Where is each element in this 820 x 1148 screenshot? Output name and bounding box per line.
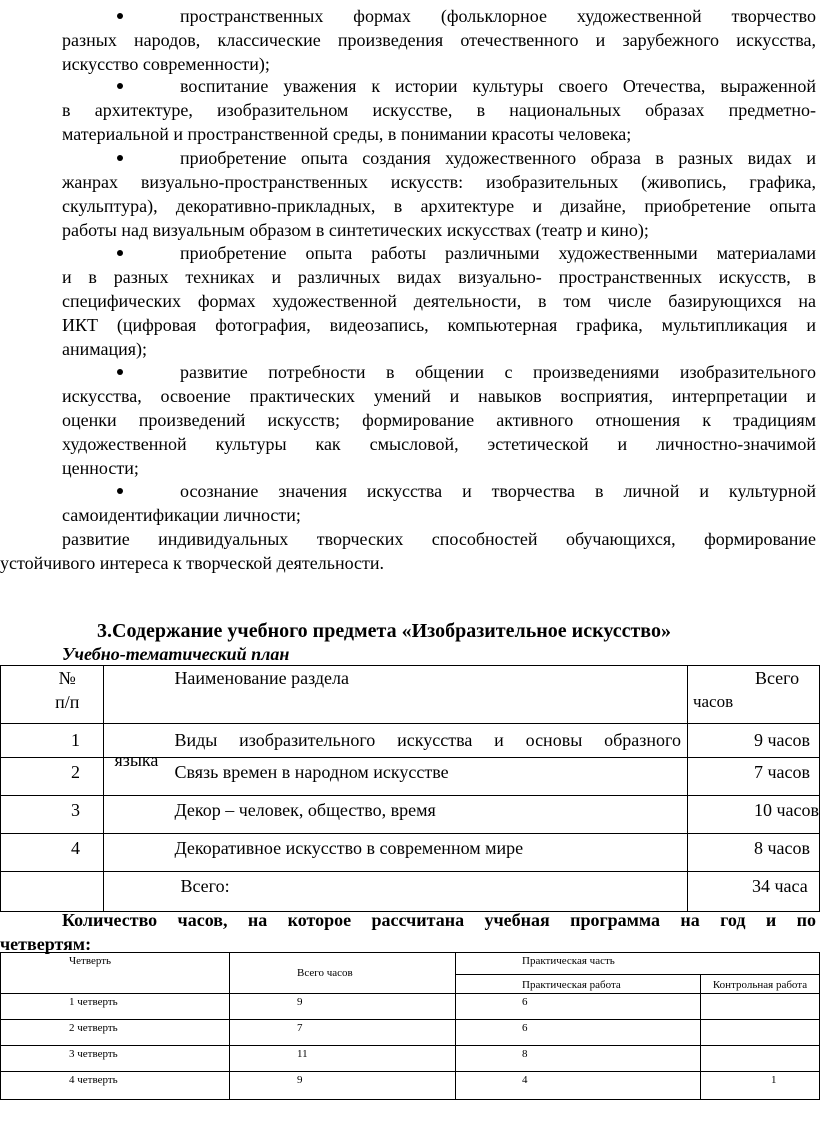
bullet-line: искусство современности); (62, 54, 270, 74)
bullet-line: ИКТ (цифровая фотография, видеозапись, компьютерная графика, мультипликация и (62, 315, 816, 335)
table-cell (104, 796, 688, 834)
bullet-line: самоидентификации личности; (62, 505, 301, 525)
bullet-line: материальной и пространственной среды, в понимании красоты человека; (62, 124, 632, 144)
table-cell (701, 994, 820, 1020)
table-cell: 6 (456, 994, 701, 1020)
bullet-line: анимация); (62, 339, 148, 359)
table-cell (687, 796, 819, 834)
table-cell (1, 834, 104, 872)
table-row (1, 724, 820, 758)
table-cell (687, 758, 819, 796)
table-total-row (1, 872, 820, 912)
table-cell (1, 796, 104, 834)
section-title: 3.Содержание учебного предмета «Изобразительное искусство» (97, 620, 671, 642)
header-name: Наименование раздела (174, 668, 349, 688)
bullet-line: работы над визуальным образом в синтетических искусствах (театр и кино); (62, 220, 649, 240)
table-header-cell: Практическая работа (456, 975, 701, 994)
row-name-cut: языка (114, 750, 159, 770)
table-cell (687, 724, 819, 758)
row-name: Связь времен в народном искусстве (174, 762, 449, 782)
table-cell (687, 872, 819, 912)
row-num: 3 (71, 800, 80, 820)
table-cell (1, 724, 104, 758)
bullet-line: приобретение опыта создания художественного образа в разных видах и (180, 148, 816, 168)
bullet-line: развитие потребности в общении с произведениями изобразительного (180, 362, 816, 382)
table-cell: 7 (230, 1020, 456, 1046)
table-header-cell: Четверть (1, 953, 230, 994)
bullet-icon (117, 369, 123, 375)
table-cell: 9 (230, 1072, 456, 1100)
bullet-icon (117, 155, 123, 161)
table-cell: 2 четверть (1, 1020, 230, 1046)
total-hours: 34 часа (751, 876, 808, 896)
bullet-line: оценки произведений искусств; формирование активного отношения к традициям (62, 410, 816, 430)
table-header-cell (104, 666, 688, 724)
table-cell: 11 (230, 1046, 456, 1072)
row-name: Декоративное искусство в современном мире (174, 838, 524, 858)
row-num: 4 (71, 838, 80, 858)
table-cell (104, 872, 688, 912)
table-cell: 4 четверть (1, 1072, 230, 1100)
table-row (1, 796, 820, 834)
row-name: Виды изобразительного искусства и основы образного (174, 730, 681, 750)
thematic-plan-table (0, 665, 820, 912)
quarters-heading-line: Количество часов, на которое рассчитана учебная программа на год и по (62, 910, 816, 930)
bullet-line: и в разных техниках и различных видах визуально- пространственных искусств, в (62, 267, 816, 287)
bullet-line: скульптура), декоративно-прикладных, в архитектуре и дизайне, приобретение опыта (62, 196, 816, 216)
table-cell: 1 (701, 1072, 820, 1100)
closing-paragraph-line: устойчивого интереса к творческой деятельности. (0, 553, 385, 573)
table-cell: 6 (456, 1020, 701, 1046)
table-header-cell (687, 666, 819, 724)
bullet-line: разных народов, классические произведения отечественного и зарубежного искусства, (62, 30, 816, 50)
table-cell: 3 четверть (1, 1046, 230, 1072)
bullet-line: приобретение опыта работы различными художественными материалами (180, 243, 816, 263)
table-cell (1, 872, 104, 912)
table-cell (104, 724, 688, 770)
bullet-icon (117, 13, 123, 19)
table-header-cell: Контрольная работа (701, 975, 820, 994)
table-header-row (1, 666, 820, 724)
quarters-table (0, 952, 820, 1100)
table-cell (701, 1020, 820, 1046)
bullet-line: искусства, освоение практических умений и навыков восприятия, интерпретации и (62, 386, 816, 406)
table-row (1, 994, 820, 1020)
row-hours: 8 часов (753, 838, 810, 858)
bullet-line: осознание значения искусства и творчества в личной и культурной (180, 481, 816, 501)
row-hours: 7 часов (753, 762, 810, 782)
row-name: Декор – человек, общество, время (174, 800, 436, 820)
table-header-cell: Всего часов (230, 953, 456, 994)
row-num: 1 (71, 730, 80, 750)
table-row (1, 834, 820, 872)
table-row (1, 1072, 820, 1100)
section-subtitle: Учебно-тематический план (62, 644, 290, 664)
total-label: Всего: (180, 876, 230, 896)
table-header-cell (1, 666, 104, 724)
header-num: п/п (55, 692, 80, 712)
bullet-line: специфических формах художественной деятельности, в том числе базирующихся на (62, 291, 816, 311)
table-cell: 4 (456, 1072, 701, 1100)
table-cell (701, 1046, 820, 1072)
header-hours: часов (692, 692, 734, 711)
bullet-icon (117, 250, 123, 256)
bullet-line: в архитектуре, изобразительном искусстве, в национальных образах предметно- (62, 100, 816, 120)
bullet-line: жанрах визуально-пространственных искусств: изобразительных (живопись, графика, (62, 172, 816, 192)
table-cell (104, 834, 688, 872)
table-cell: 1 четверть (1, 994, 230, 1020)
bullet-line: художественной культуры как смысловой, эстетической и личностно-значимой (62, 434, 816, 454)
bullet-icon (117, 83, 123, 89)
table-header-row (1, 953, 820, 975)
row-hours: 9 часов (753, 730, 810, 750)
table-header-cell: Практическая часть (456, 953, 820, 975)
closing-paragraph-line: развитие индивидуальных творческих способностей обучающихся, формирование (62, 529, 816, 549)
table-row (1, 1020, 820, 1046)
header-hours: Всего (754, 668, 800, 688)
bullet-line: ценности; (62, 458, 139, 478)
bullet-line: пространственных формах (фольклорное художественной творчество (180, 6, 816, 26)
table-row (1, 1046, 820, 1072)
quarters-heading-line: четвертям: (0, 934, 92, 954)
table-cell: 8 (456, 1046, 701, 1072)
bullet-line: воспитание уважения к истории культуры своего Отечества, выраженной (180, 76, 816, 96)
table-cell (104, 758, 688, 796)
table-cell (687, 834, 819, 872)
header-num: № (58, 668, 76, 688)
row-num: 2 (71, 762, 80, 782)
table-cell: 9 (230, 994, 456, 1020)
row-hours: 10 часов (753, 800, 819, 820)
table-cell (1, 758, 104, 796)
bullet-icon (117, 488, 123, 494)
